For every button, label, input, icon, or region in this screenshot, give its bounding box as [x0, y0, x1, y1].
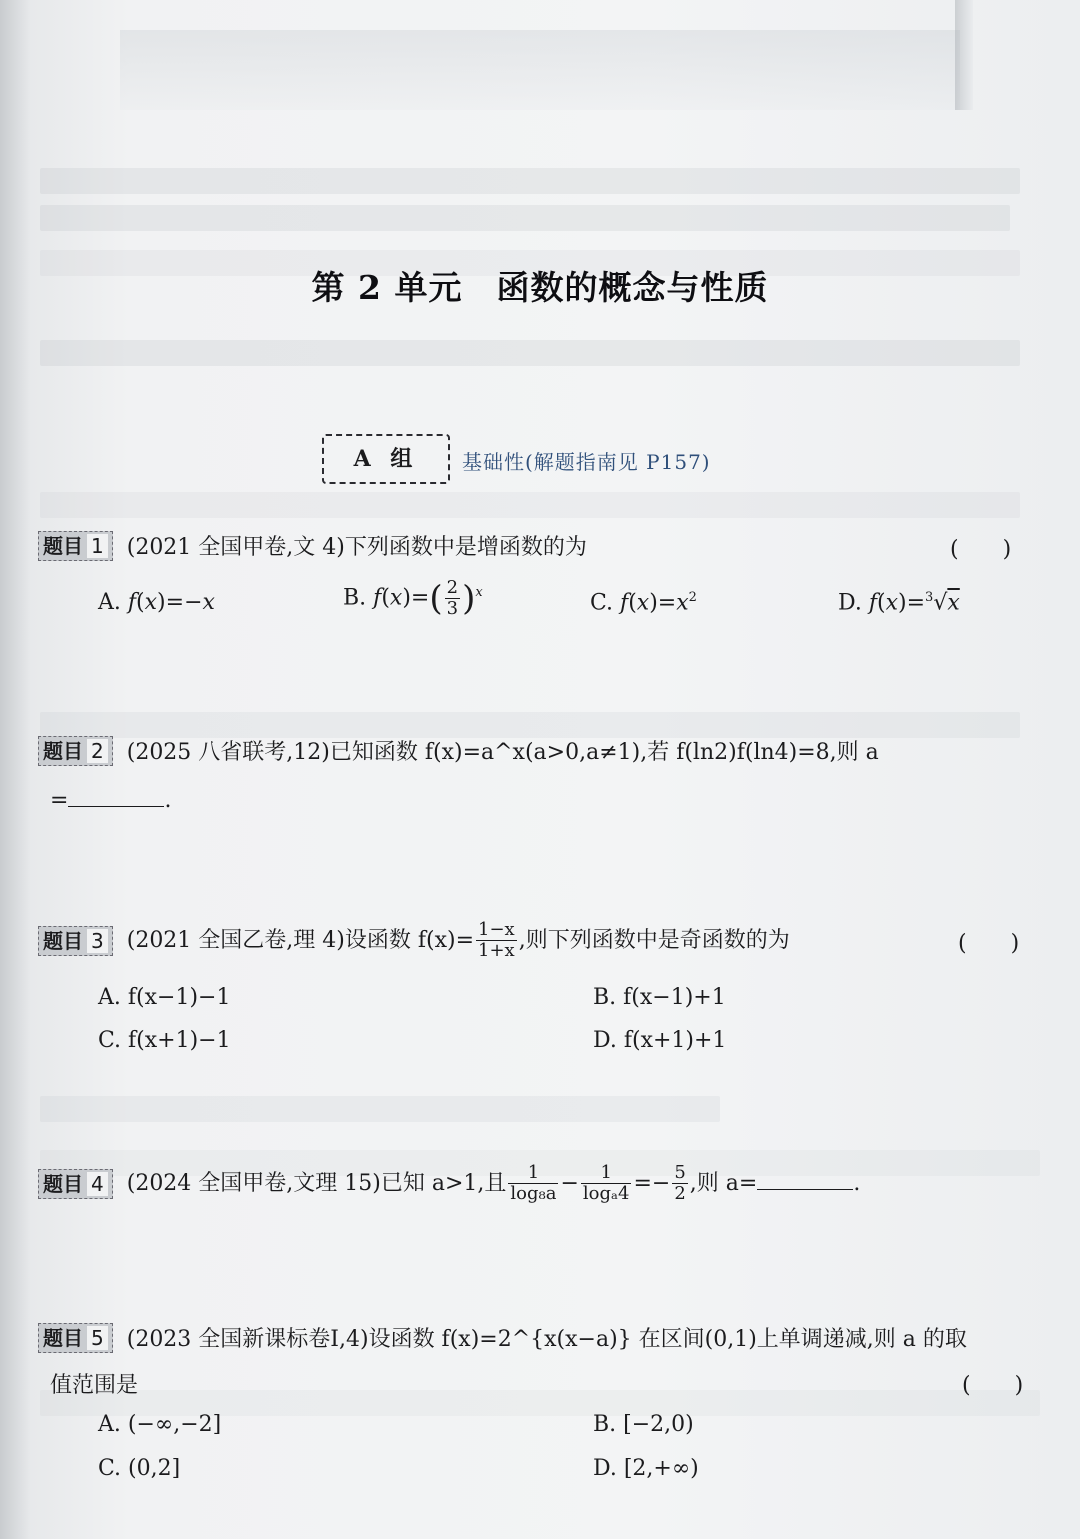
bleed-through [40, 205, 1010, 231]
option-b: B. f(x−1)+1 [593, 985, 726, 1010]
bleed-through [40, 168, 1020, 194]
answer-paren: ( ) [962, 1373, 1024, 1398]
question-tag: 题目 3 [38, 926, 113, 956]
answer-paren: ( ) [950, 537, 1012, 562]
question-4 [38, 1163, 860, 1204]
question-5 [38, 1322, 967, 1353]
option-d: D. f(x+1)+1 [593, 1028, 727, 1053]
answer-paren: ( ) [958, 931, 1020, 956]
question-text: (2024 全国甲卷,文理 15)已知 a>1,且 $\frac{1}{\text{log₈a}}$ − $\frac{1}{\text{logₐ4}}$ =− $\frac{5}{2}$ ,则 a= . [126, 1162, 861, 1204]
question-text: (2021 全国乙卷,理 4)设函数 f(x)= $\frac{1-x}{1+x}$ ,则下列函数中是奇函数的为 [126, 919, 790, 961]
question-2-continuation: = . [50, 784, 171, 813]
question-text: (2021 全国甲卷,文 4)下列函数中是增函数的为 [126, 535, 587, 560]
option-c: C. $f(x)=x^2$ [590, 590, 697, 616]
question-text: (2025 八省联考,12)已知函数 f(x)=a^x(a>0,a≠1),若 f(ln2)f(ln4)=8,则 a [126, 740, 879, 765]
bleed-through [40, 1096, 720, 1122]
fraction: $\frac{1}{\text{logₐ4}}$ [582, 1162, 630, 1204]
option-a: A. f(x−1)−1 [98, 985, 231, 1010]
option-b: B. [−2,0) [593, 1412, 694, 1437]
option-b: B. f(x)=( $\frac{2}{3}$ )$^x$ [343, 577, 483, 619]
header-strip [120, 30, 960, 110]
answer-blank [68, 784, 164, 807]
question-3 [38, 920, 790, 961]
question-tag: 题目 4 [38, 1169, 113, 1199]
group-label: A 组 [322, 434, 450, 484]
bleed-through [40, 492, 1020, 518]
option-c: C. f(x+1)−1 [98, 1028, 231, 1053]
fraction: $\frac{1}{\text{log₈a}}$ [510, 1162, 557, 1204]
bleed-through [40, 340, 1020, 366]
question-1 [38, 530, 587, 561]
page-fold [955, 0, 973, 110]
question-tag: 题目 2 [38, 736, 113, 766]
fraction: $\frac{5}{2}$ [674, 1162, 686, 1204]
option-c: C. (0,2] [98, 1456, 181, 1481]
option-d: D. [2,+∞) [593, 1456, 699, 1481]
question-tag: 题目 5 [38, 1323, 113, 1353]
group-note: 基础性(解题指南见 P157) [462, 450, 711, 474]
option-d: D. f(x)=$^3$√x [838, 590, 960, 616]
question-tag: 题目 1 [38, 531, 113, 561]
answer-blank [757, 1167, 853, 1190]
fraction: $\frac{1-x}{1+x}$ [478, 919, 515, 961]
option-a: A. (−∞,−2] [98, 1412, 222, 1437]
binding-shadow [0, 0, 30, 1539]
question-2 [38, 735, 879, 766]
question-text: (2023 全国新课标卷Ⅰ,4)设函数 f(x)=2^{x(x−a)} 在区间(0,1)上单调递减,则 a 的取 [126, 1327, 967, 1352]
question-5-continuation: 值范围是 [50, 1373, 139, 1398]
option-a: A. f(x)=−x [98, 590, 215, 615]
unit-title: 第 2 单元 函数的概念与性质 [311, 268, 769, 307]
